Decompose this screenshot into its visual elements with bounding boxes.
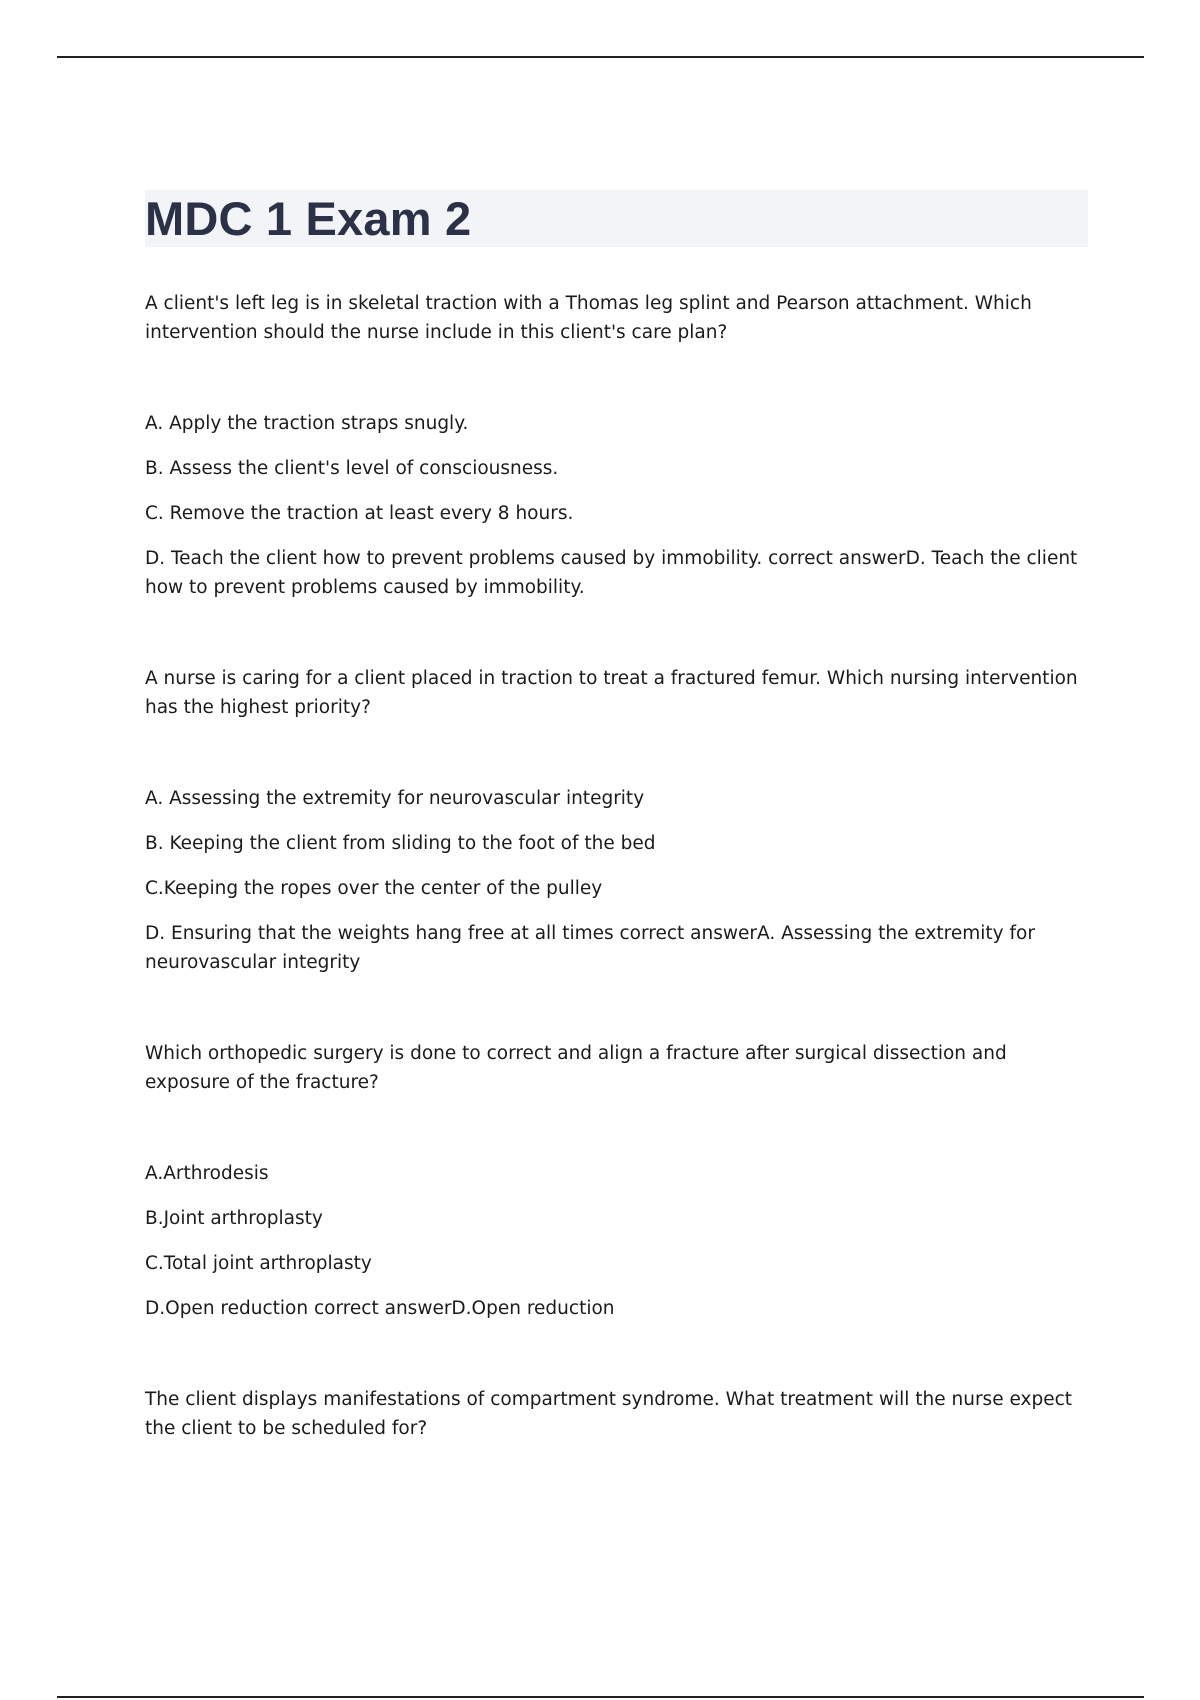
question-block-4 (145, 1385, 1095, 1443)
answer-option: A. Assessing the extremity for neurovascular integrity (145, 788, 645, 809)
top-divider (57, 56, 1144, 58)
question-text: The client displays manifestations of compartment syndrome. What treatment will the nurse expect the client to be scheduled for? (145, 1389, 1073, 1439)
answer-option: B.Joint arthroplasty (145, 1208, 323, 1229)
answer-option: B. Keeping the client from sliding to the foot of the bed (145, 833, 656, 854)
answer-option: C.Total joint arthroplasty (145, 1253, 372, 1274)
question-text: Which orthopedic surgery is done to correct and align a fracture after surgical dissection and exposure of the fracture? (145, 1043, 1007, 1093)
answer-option: C. Remove the traction at least every 8 hours. (145, 503, 574, 524)
question-text: A nurse is caring for a client placed in traction to treat a fractured femur. Which nursing intervention has the highest priority? (145, 668, 1078, 718)
answer-option: A.Arthrodesis (145, 1163, 269, 1184)
question-block-3 (145, 1039, 1095, 1323)
answer-option-with-correct-answer: D. Teach the client how to prevent problems caused by immobility. correct answerD. Teach the client how to prevent problems caused by immobility. (145, 548, 1078, 598)
answer-option-with-correct-answer: D.Open reduction correct answerD.Open reduction (145, 1298, 615, 1319)
document-title: MDC 1 Exam 2 (145, 192, 472, 245)
question-block-1 (145, 289, 1095, 602)
answer-option-with-correct-answer: D. Ensuring that the weights hang free at all times correct answerA. Assessing the extremity for neurovascular integrity (145, 923, 1035, 973)
document-body (145, 289, 1095, 1505)
answer-option: B. Assess the client's level of consciousness. (145, 458, 559, 479)
answer-option: C.Keeping the ropes over the center of the pulley (145, 878, 603, 899)
bottom-divider (57, 1696, 1144, 1698)
answer-option: A. Apply the traction straps snugly. (145, 413, 469, 434)
question-text: A client's left leg is in skeletal traction with a Thomas leg splint and Pearson attachment. Which intervention should the nurse include in this client's care plan? (145, 293, 1032, 343)
question-block-2 (145, 664, 1095, 977)
